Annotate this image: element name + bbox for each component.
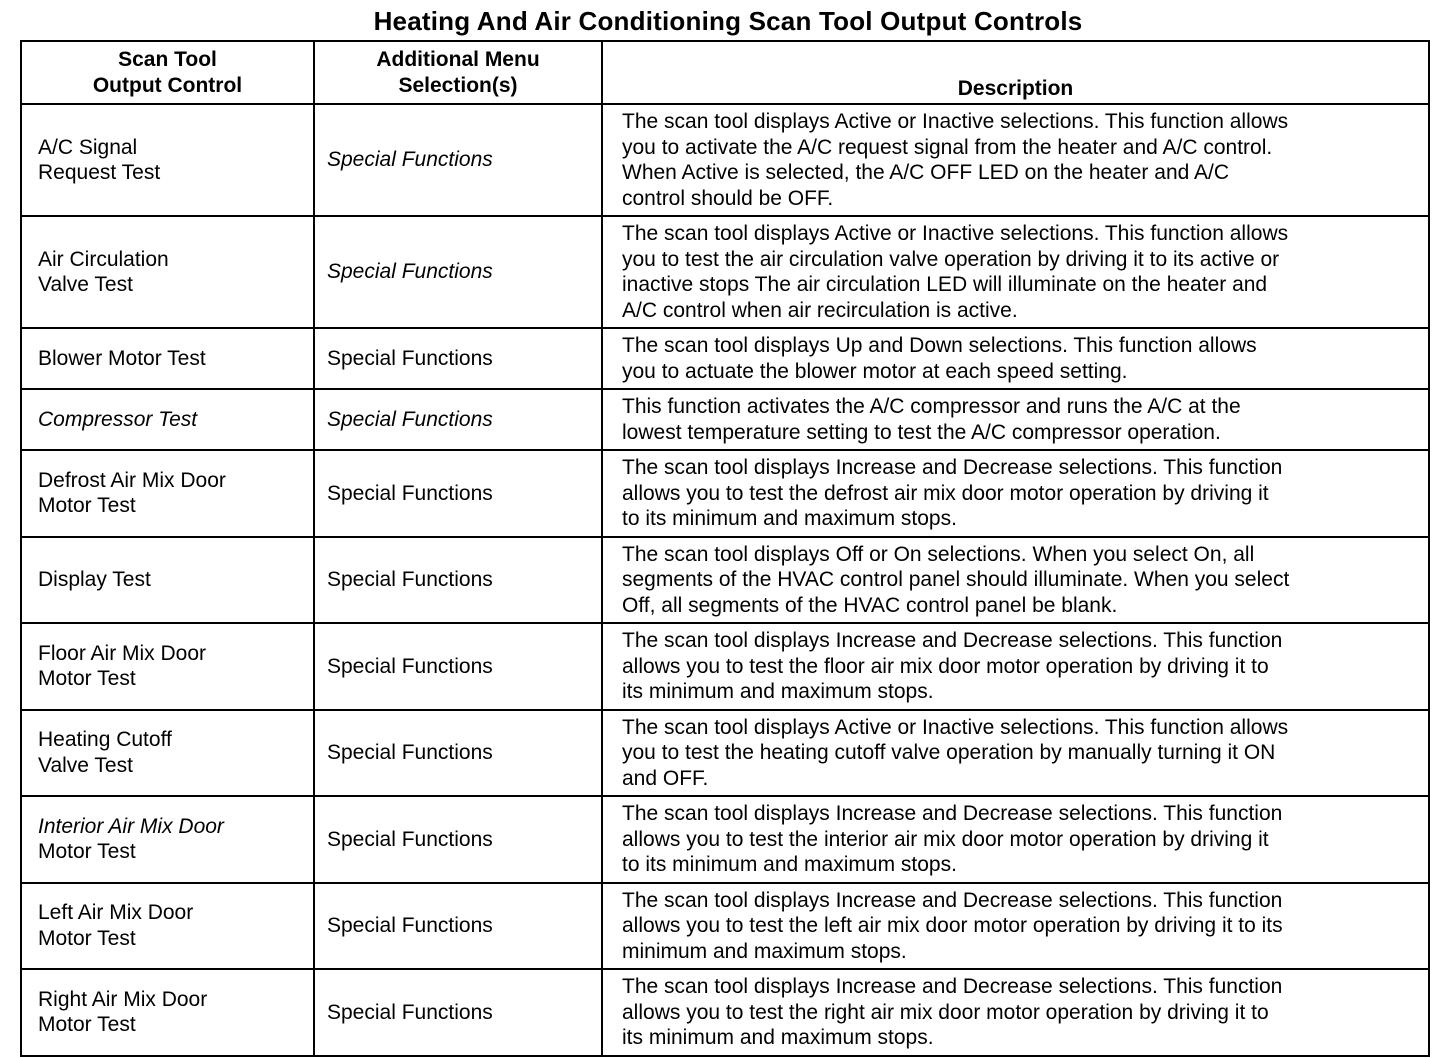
table-body [21,104,1429,1056]
table-row [21,623,1429,710]
table-row [21,796,1429,883]
header-description: Description [602,41,1429,104]
table-row [21,710,1429,797]
row-menu-selection: Special Functions [314,969,602,1056]
row-menu-selection: Special Functions [314,104,602,216]
header-row [21,41,1429,104]
header-scan-tool-output-control: Scan Tool Output Control [21,41,314,104]
row-control-name: Display Test [21,537,314,624]
row-control-name: Defrost Air Mix Door Motor Test [21,450,314,537]
row-menu-selection: Special Functions [314,537,602,624]
row-control-name-line-1: Interior Air Mix Door [38,814,224,838]
table-header [21,41,1429,104]
row-control-name: A/C Signal Request Test [21,104,314,216]
row-description: The scan tool displays Increase and Decrease selections. This function allows you to test the interior air mix door motor operation by driving it to its minimum and maximum stops. [602,796,1429,883]
row-description: The scan tool displays Off or On selections. When you select On, all segments of the HVAC control panel should illuminate. When you select Off, all segments of the HVAC control panel be blank. [602,537,1429,624]
row-description: The scan tool displays Up and Down selections. This function allows you to actuate the blower motor at each speed setting. [602,328,1429,389]
row-description: This function activates the A/C compressor and runs the A/C at the lowest temperature setting to test the A/C compressor operation. [602,389,1429,450]
row-control-name: Right Air Mix Door Motor Test [21,969,314,1056]
table-row [21,328,1429,389]
row-menu-selection: Special Functions [314,328,602,389]
row-menu-selection: Special Functions [314,389,602,450]
table-row [21,216,1429,328]
row-menu-selection: Special Functions [314,883,602,970]
table-row [21,450,1429,537]
row-control-name: Heating Cutoff Valve Test [21,710,314,797]
output-controls-table [20,40,1430,1057]
table-row [21,883,1429,970]
table-row [21,389,1429,450]
row-description: The scan tool displays Active or Inactive selections. This function allows you to test the air circulation valve operation by driving it to its active or inactive stops The air circulation LED will illuminate on the heater and A/C control when air recirculation is active. [602,216,1429,328]
row-description: The scan tool displays Increase and Decrease selections. This function allows you to test the defrost air mix door motor operation by driving it to its minimum and maximum stops. [602,450,1429,537]
row-control-name: Floor Air Mix Door Motor Test [21,623,314,710]
row-control-name: Compressor Test [21,389,314,450]
header-additional-menu-selections: Additional Menu Selection(s) [314,41,602,104]
row-control-name: Blower Motor Test [21,328,314,389]
page-title: Heating And Air Conditioning Scan Tool Output Controls [373,6,1083,36]
table-row [21,969,1429,1056]
table-row [21,537,1429,624]
row-menu-selection: Special Functions [314,710,602,797]
row-description: The scan tool displays Active or Inactive selections. This function allows you to test the heating cutoff valve operation by manually turning it ON and OFF. [602,710,1429,797]
row-description: The scan tool displays Increase and Decrease selections. This function allows you to test the left air mix door motor operation by driving it to its minimum and maximum stops. [602,883,1429,970]
table-row [21,104,1429,216]
row-description: The scan tool displays Active or Inactive selections. This function allows you to activate the A/C request signal from the heater and A/C control. When Active is selected, the A/C OFF LED on the heater and A/C control should be OFF. [602,104,1429,216]
row-menu-selection: Special Functions [314,623,602,710]
row-control-name: Air Circulation Valve Test [21,216,314,328]
row-description: The scan tool displays Increase and Decrease selections. This function allows you to test the right air mix door motor operation by driving it to its minimum and maximum stops. [602,969,1429,1056]
row-control-name-line-2: Motor Test [38,840,136,864]
row-control-name: Left Air Mix Door Motor Test [21,883,314,970]
row-description: The scan tool displays Increase and Decrease selections. This function allows you to test the floor air mix door motor operation by driving it to its minimum and maximum stops. [602,623,1429,710]
row-menu-selection: Special Functions [314,796,602,883]
row-menu-selection: Special Functions [314,216,602,328]
row-menu-selection: Special Functions [314,450,602,537]
row-control-name [21,796,314,883]
